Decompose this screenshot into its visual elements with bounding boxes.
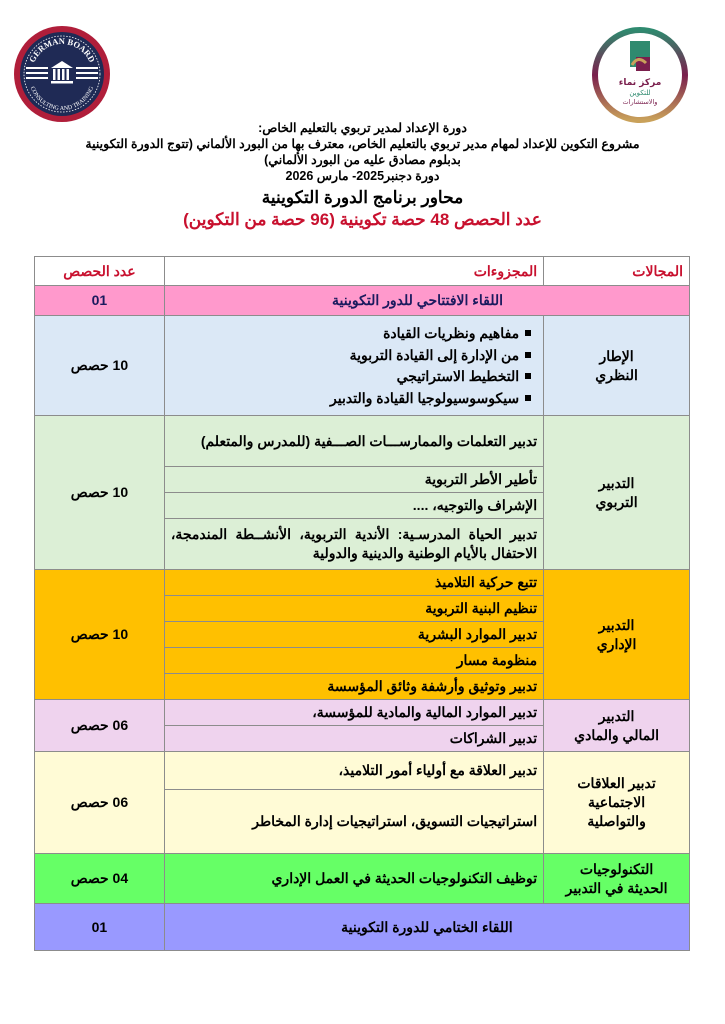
closing-session-count: 01 — [35, 904, 165, 951]
module-item: تتبع حركية التلاميذ — [164, 570, 543, 596]
square-bullet-icon — [525, 352, 531, 358]
opening-session-label: اللقاء الافتتاحي للدور التكوينية — [164, 286, 689, 316]
session-count: 10 حصص — [35, 316, 165, 416]
project-description: مشروع التكوين للإعداد لمهام مدير تربوي بالتعليم الخاص، معترف بها من البورد الألماني (تتوج الدورة التكوينية — [85, 137, 640, 151]
opening-session-row — [35, 286, 690, 316]
domain-financial-management: التدبير المالي والمادي — [544, 700, 690, 752]
closing-session-label: اللقاء الختامي للدورة التكوينية — [164, 904, 689, 951]
square-bullet-icon — [525, 330, 531, 336]
domain-modern-technologies: التكنولوجيات الحديثة في التدبير — [544, 854, 690, 904]
module-item: استراتيجيات التسويق، استراتيجيات إدارة المخاطر — [164, 790, 543, 854]
svg-text:للتكوين: للتكوين — [629, 89, 651, 97]
svg-text:GERMAN BOARD: GERMAN BOARD — [26, 35, 98, 64]
program-table — [34, 256, 690, 951]
list-item: مفاهيم ونظريات القيادة — [171, 323, 531, 345]
table-row-educational-management — [35, 416, 690, 467]
header-modules: المجزوءات — [164, 257, 543, 286]
domain-theoretical-framework: الإطار النظري — [544, 316, 690, 416]
diploma-note: بدبلوم مصادق عليه من البورد الألماني) — [264, 153, 461, 167]
domain-social-relations: تدبير العلاقات الاجتماعية والتواصلية — [544, 752, 690, 854]
course-name: دورة الإعداد لمدير تربوي بالتعليم الخاص: — [258, 121, 467, 135]
module-item: تدبير التعلمات والممارســـات الصـــفية (للمدرس والمتعلم) — [164, 416, 543, 467]
module-item: تدبير الشراكات — [164, 726, 543, 752]
session-count: 06 حصص — [35, 752, 165, 854]
table-row-modern-technologies — [35, 854, 690, 904]
module-item: تدبير الموارد المالية والمادية للمؤسسة، — [164, 700, 543, 726]
table-row-administrative-management — [35, 570, 690, 596]
module-item: منظومة مسار — [164, 648, 543, 674]
german-board-seal-icon — [12, 25, 112, 123]
namaa-center-logo — [590, 25, 690, 125]
sessions-count-subtitle: عدد الحصص 48 حصة تكوينية (96 حصة من التكوين) — [183, 210, 542, 229]
module-item: تدبير الموارد البشرية — [164, 622, 543, 648]
module-item: تدبير وتوثيق وأرشفة وثائق المؤسسة — [164, 674, 543, 700]
session-count: 10 حصص — [35, 570, 165, 700]
square-bullet-icon — [525, 373, 531, 379]
opening-session-count: 01 — [35, 286, 165, 316]
module-item: تنظيم البنية التربوية — [164, 596, 543, 622]
page-title: محاور برنامج الدورة التكوينية — [261, 188, 464, 207]
session-count: 04 حصص — [35, 854, 165, 904]
svg-text:والاستشارات: والاستشارات — [622, 98, 658, 106]
svg-text:CONSULTING AND TRAINING: CONSULTING AND TRAINING — [28, 85, 96, 113]
list-item: التخطيط الاستراتيجي — [171, 366, 531, 388]
session-count: 10 حصص — [35, 416, 165, 570]
domain-administrative-management: التدبير الإداري — [544, 570, 690, 700]
module-item: توظيف التكنولوجيات الحديثة في العمل الإداري — [164, 854, 543, 904]
module-item: تأطير الأطر التربوية — [164, 467, 543, 493]
header-session-count: عدد الحصص — [35, 257, 165, 286]
domain-educational-management: التدبير التربوي — [544, 416, 690, 570]
svg-text:مركز نماء: مركز نماء — [618, 78, 662, 88]
list-item: من الإدارة إلى القيادة التربوية — [171, 345, 531, 367]
table-row-financial-management — [35, 700, 690, 726]
table-row-social-relations — [35, 752, 690, 790]
module-item: تدبير العلاقة مع أولياء أمور التلاميذ، — [164, 752, 543, 790]
module-item: الإشراف والتوجيه، .... — [164, 493, 543, 519]
header-domains: المجالات — [544, 257, 690, 286]
module-item: تدبير الحياة المدرسـية: الأندية التربوية، الأنشــطة المندمجة، الاحتفال بالأيام الوطنية والدينية والدولية — [164, 519, 543, 570]
closing-session-row — [35, 904, 690, 951]
list-item: سيكوسوسيولوجيا القيادة والتدبير — [171, 388, 531, 410]
course-dates: دورة دجنبر2025- مارس 2026 — [285, 169, 440, 183]
modules-theoretical-framework — [164, 316, 543, 416]
document-header — [30, 120, 695, 231]
session-count: 06 حصص — [35, 700, 165, 752]
table-row-theoretical-framework — [35, 316, 690, 416]
namaa-ring-logo-icon — [590, 25, 690, 125]
table-header-row — [35, 257, 690, 286]
module-list — [171, 320, 537, 411]
german-board-logo — [12, 25, 112, 123]
square-bullet-icon — [525, 395, 531, 401]
